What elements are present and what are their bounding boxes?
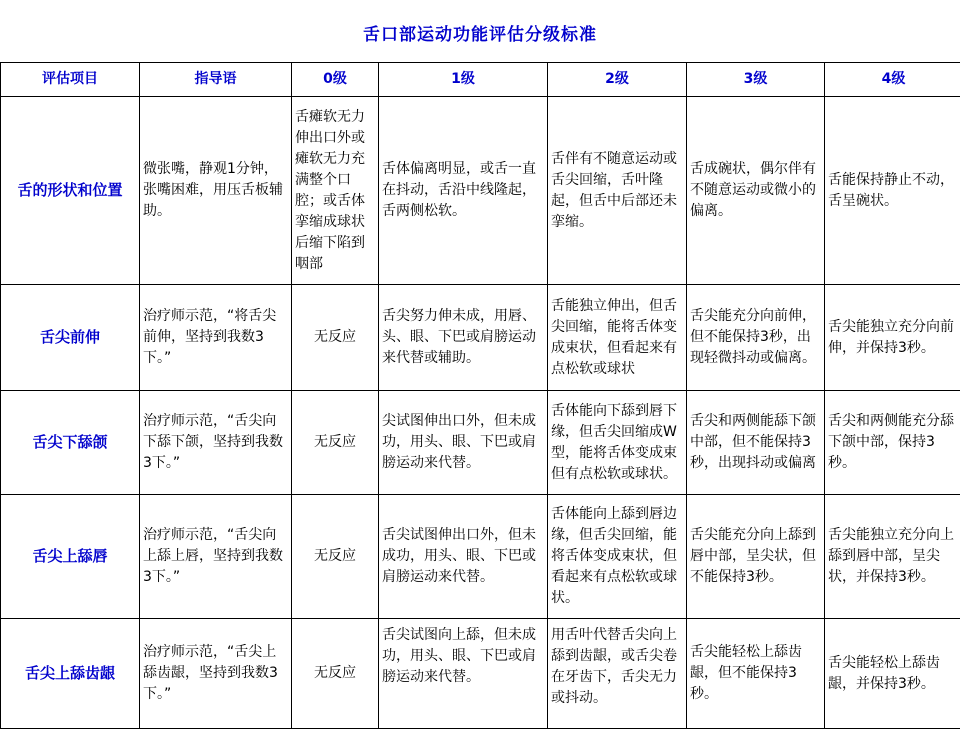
level-1-cell: 尖试图伸出口外，但未成功，用头、眼、下巴或肩膀运动来代替。: [379, 391, 548, 495]
table-row: [1, 97, 960, 285]
level-1-cell: 舌体偏离明显，或舌一直在抖动，舌沿中线隆起，舌两侧松软。: [379, 97, 548, 285]
level-2-cell: 舌体能向上舔到唇边缘，但舌尖回缩，能将舌体变成束状，但看起来有点松软或球状。: [548, 495, 687, 619]
level-0-cell: 无反应: [292, 495, 379, 619]
level-3-cell: 舌尖能充分向前伸，但不能保持3秒，出现轻微抖动或偏离。: [687, 285, 825, 391]
level-2-cell: 舌体能向下舔到唇下缘，但舌尖回缩成W型，能将舌体变成束但有点松软或球状。: [548, 391, 687, 495]
item-name: 舌尖上舔齿龈: [1, 619, 140, 729]
level-2-cell: 用舌叶代替舌尖向上舔到齿龈，或舌尖卷在牙齿下，舌尖无力或抖动。: [548, 619, 687, 729]
instruction-cell: 治疗师示范，“舌尖向下舔下颌，坚持到我数3下。”: [140, 391, 292, 495]
page-title: 舌口部运动功能评估分级标准: [0, 20, 960, 45]
header-instruction: 指导语: [140, 63, 292, 97]
level-4-cell: 舌尖能独立充分向前伸，并保持3秒。: [825, 285, 960, 391]
level-3-cell: 舌尖和两侧能舔下颌中部，但不能保持3秒，出现抖动或偏离: [687, 391, 825, 495]
level-0-cell: 无反应: [292, 285, 379, 391]
level-0-cell: 无反应: [292, 391, 379, 495]
item-name: 舌尖上舔唇: [1, 495, 140, 619]
item-name: 舌尖下舔颌: [1, 391, 140, 495]
header-item: 评估项目: [1, 63, 140, 97]
table-row: [1, 619, 960, 729]
item-name: 舌的形状和位置: [1, 97, 140, 285]
instruction-cell: 治疗师示范，“舌尖上舔齿龈，坚持到我数3下。”: [140, 619, 292, 729]
instruction-cell: 治疗师示范，“将舌尖前伸，坚持到我数3下。”: [140, 285, 292, 391]
header-row: [1, 63, 960, 97]
level-3-cell: 舌尖能充分向上舔到唇中部，呈尖状，但不能保持3秒。: [687, 495, 825, 619]
level-4-cell: 舌尖能独立充分向上舔到唇中部，呈尖状，并保持3秒。: [825, 495, 960, 619]
level-3-cell: 舌尖能轻松上舔齿龈，但不能保持3秒。: [687, 619, 825, 729]
level-0-cell: 舌瘫软无力伸出口外或瘫软无力充满整个口腔；或舌体挛缩成球状后缩下陷到咽部: [292, 97, 379, 285]
header-level-4: 4级: [825, 63, 960, 97]
level-1-cell: 舌尖试图向上舔，但未成功，用头、眼、下巴或肩膀运动来代替。: [379, 619, 548, 729]
header-level-2: 2级: [548, 63, 687, 97]
header-level-0: 0级: [292, 63, 379, 97]
level-4-cell: 舌尖和两侧能充分舔下颌中部，保持3秒。: [825, 391, 960, 495]
header-level-1: 1级: [379, 63, 548, 97]
level-1-cell: 舌尖试图伸出口外，但未成功，用头、眼、下巴或肩膀运动来代替。: [379, 495, 548, 619]
level-4-cell: 舌能保持静止不动，舌呈碗状。: [825, 97, 960, 285]
table-row: [1, 285, 960, 391]
level-2-cell: 舌伴有不随意运动或舌尖回缩，舌叶隆起，但舌中后部还未挛缩。: [548, 97, 687, 285]
level-3-cell: 舌成碗状，偶尔伴有不随意运动或微小的偏离。: [687, 97, 825, 285]
level-4-cell: 舌尖能轻松上舔齿龈，并保持3秒。: [825, 619, 960, 729]
level-2-cell: 舌能独立伸出，但舌尖回缩，能将舌体变成束状，但看起来有点松软或球状: [548, 285, 687, 391]
header-level-3: 3级: [687, 63, 825, 97]
instruction-cell: 微张嘴，静观1分钟，张嘴困难，用压舌板辅助。: [140, 97, 292, 285]
level-0-cell: 无反应: [292, 619, 379, 729]
table-row: [1, 495, 960, 619]
level-1-cell: 舌尖努力伸未成，用唇、头、眼、下巴或肩膀运动来代替或辅助。: [379, 285, 548, 391]
item-name: 舌尖前伸: [1, 285, 140, 391]
assessment-table: [0, 62, 960, 729]
instruction-cell: 治疗师示范，“舌尖向上舔上唇，坚持到我数3下。”: [140, 495, 292, 619]
table-row: [1, 391, 960, 495]
